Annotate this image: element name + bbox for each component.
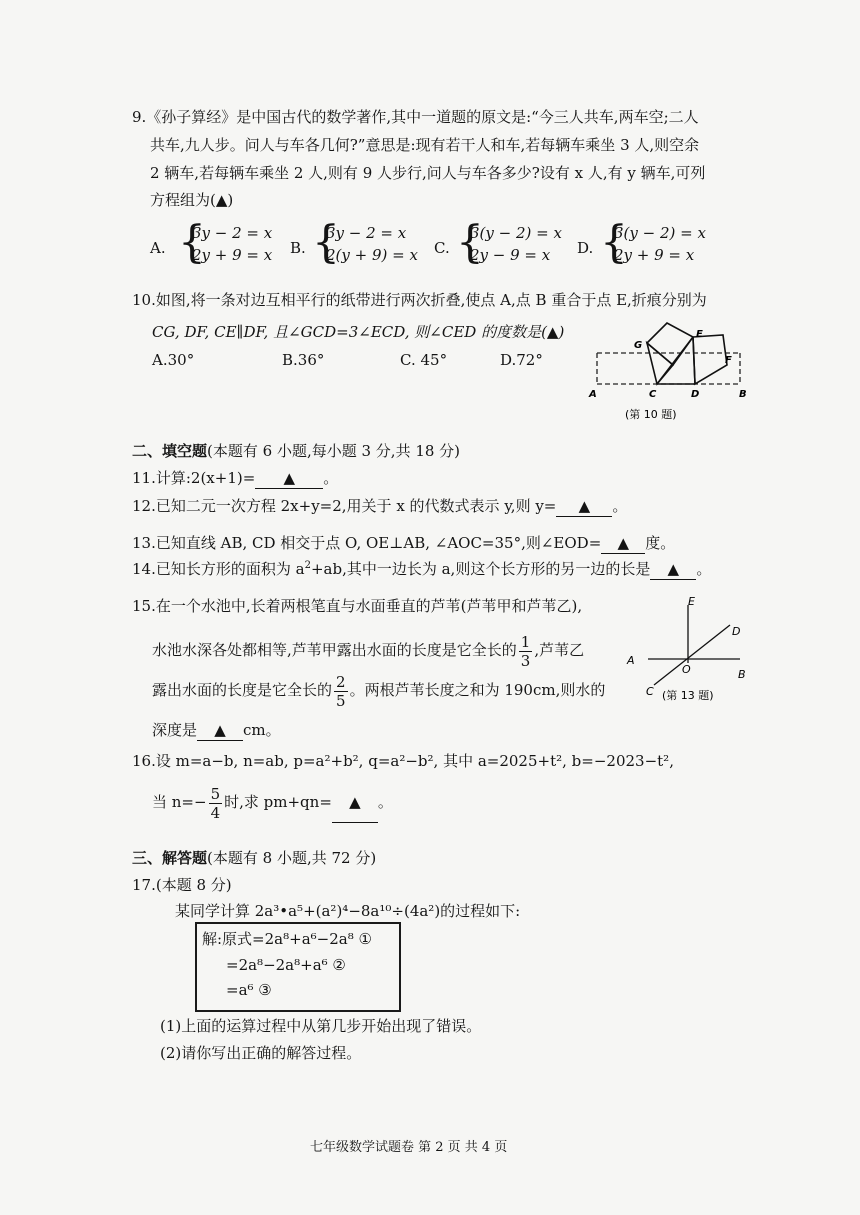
- q16-line1: 16.设 m=a−b, n=ab, p=a²+b², q=a²−b², 其中 a=2025+t², b=−2023−t²,: [132, 752, 674, 770]
- q13-prefix: 13.已知直线 AB, CD 相交于点 O, OE⊥AB, ∠AOC=35°,则∠EOD=: [132, 534, 602, 552]
- q13-figure-label-o: O: [682, 663, 691, 676]
- q15-line3b: 。两根芦苇长度之和为 190cm,则水的: [349, 681, 606, 699]
- q9-option-d-eq1: 3(y − 2) = x: [614, 224, 706, 242]
- q11-prefix: 11.计算:2(x+1)=: [132, 469, 256, 487]
- q15-fraction-2: [334, 673, 348, 710]
- q16-line2c: 。: [377, 793, 393, 811]
- q14-blank: ▲: [650, 559, 696, 580]
- q11: [132, 468, 338, 489]
- q16-blank: ▲: [332, 782, 378, 823]
- q12-prefix: 12.已知二元一次方程 2x+y=2,用关于 x 的代数式表示 y,则 y=: [132, 497, 557, 515]
- q10-figure-caption: (第 10 题): [625, 408, 677, 421]
- q9-option-c-eq2: 2y − 9 = x: [470, 246, 551, 264]
- q9-option-c-eq1: 3(y − 2) = x: [470, 224, 562, 242]
- q16-line2a: 当 n=−: [152, 793, 207, 811]
- q10-figure-label-e: E: [696, 329, 703, 340]
- q9-line3: 2 辆车,若每辆车乘坐 2 人,则有 9 人步行,问人与车各多少?设有 x 人,有 y 辆车,可列: [150, 164, 706, 182]
- q13-figure-caption: (第 13 题): [662, 689, 714, 702]
- q9-option-b-label: B.: [290, 239, 306, 257]
- q13-figure-label-b: B: [738, 668, 746, 681]
- q9-line1: 9.《孙子算经》是中国古代的数学著作,其中一道题的原文是:“今三人共车,两车空;二人: [132, 108, 699, 126]
- q14-prefix: 14.已知长方形的面积为 a: [132, 560, 305, 578]
- q15-line4: [152, 720, 281, 741]
- section2-heading: 二、填空题: [132, 442, 208, 460]
- q15-blank: ▲: [197, 720, 243, 741]
- q11-suffix: 。: [323, 469, 339, 487]
- q10-figure: [585, 315, 755, 425]
- q13-figure-label-e: E: [688, 595, 695, 608]
- q13-figure-label-a: A: [627, 654, 635, 667]
- q10-figure-label-b: B: [739, 389, 747, 400]
- q17-solution-step3: =a⁶ ③: [226, 981, 272, 999]
- q13-blank: ▲: [601, 533, 645, 554]
- q17-solution-step2: =2a⁸−2a⁸+a⁶ ②: [226, 956, 346, 974]
- section2-title: [132, 441, 460, 461]
- q16-line2: [152, 782, 393, 823]
- q9-option-b-eq2: 2(y + 9) = x: [326, 246, 418, 264]
- q9-option-c-label: C.: [434, 239, 450, 257]
- q15-line4b: cm。: [243, 721, 281, 739]
- q10-figure-label-d: D: [691, 389, 700, 400]
- q15-fraction-1: [519, 633, 533, 670]
- q15-frac2-den: 5: [336, 691, 346, 710]
- q15-line1: 15.在一个水池中,长着两根笔直与水面垂直的芦苇(芦苇甲和芦苇乙),: [132, 597, 583, 615]
- section3-note: (本题有 8 小题,共 72 分): [207, 849, 377, 867]
- q15-line2b: ,芦苇乙: [534, 641, 585, 659]
- q17-sub2: (2)请你写出正确的解答过程。: [160, 1044, 362, 1062]
- q10-option-c: C. 45°: [400, 351, 448, 369]
- q13-figure-label-d: D: [732, 625, 741, 638]
- q13-suffix: 度。: [645, 534, 676, 552]
- q15-line2a: 水池水深各处都相等,芦苇甲露出水面的长度是它全长的: [152, 641, 517, 659]
- q13: [132, 533, 675, 554]
- q16-frac-num: 5: [210, 784, 221, 803]
- q10-figure-label-g: G: [634, 340, 643, 351]
- q14-mid: +ab,其中一边长为 a,则这个长方形的另一边的长是: [310, 560, 651, 578]
- section2-note: (本题有 6 小题,每小题 3 分,共 18 分): [207, 442, 461, 460]
- q14: 14.已知长方形的面积为 $a^2+ab$,其中一边长为 a,则这个长方形的另一边的长是 ▲ 。: [132, 560, 712, 578]
- q15-line4a: 深度是: [152, 721, 198, 739]
- q15-line2: [152, 630, 584, 670]
- q12-blank: ▲: [556, 496, 612, 517]
- q13-figure: [618, 593, 758, 711]
- q12: [132, 496, 627, 517]
- q15-line3: [152, 670, 605, 710]
- q9-line4: 方程组为(▲): [150, 191, 234, 209]
- q9-option-a-label: A.: [150, 239, 166, 257]
- q10-line1: 10.如图,将一条对边互相平行的纸带进行两次折叠,使点 A,点 B 重合于点 E,折痕分别为: [132, 291, 707, 309]
- q10-line2: CG, DF, CE∥DF, 且∠GCD=3∠ECD, 则∠CED 的度数是(▲): [152, 323, 565, 341]
- q17-header: 17.(本题 8 分): [132, 876, 232, 894]
- q9-option-d-label: D.: [577, 239, 594, 257]
- q9-option-a-eq1: 3y − 2 = x: [192, 224, 273, 242]
- q15-frac1-den: 3: [520, 651, 531, 670]
- q15-line3a: 露出水面的长度是它全长的: [152, 681, 333, 699]
- q9-option-a-eq2: 2y + 9 = x: [192, 246, 273, 264]
- q15-frac2-num: 2: [336, 672, 346, 691]
- q9-option-d-eq2: 2y + 9 = x: [614, 246, 695, 264]
- q15-frac1-num: 1: [520, 632, 531, 651]
- q17-intro: 某同学计算 2a³•a⁵+(a²)⁴−8a¹⁰÷(4a²)的过程如下:: [175, 902, 521, 920]
- q12-suffix: 。: [612, 497, 628, 515]
- page-footer: 七年级数学试题卷 第 2 页 共 4 页: [310, 1140, 508, 1155]
- section3-heading: 三、解答题: [132, 849, 208, 867]
- q13-figure-label-c: C: [646, 685, 654, 698]
- q16-fraction: [209, 785, 223, 822]
- q9-line2: 共车,九人步。问人与车各几何?”意思是:现有若干人和车,若每辆车乘坐 3 人,则空余: [150, 136, 700, 154]
- q11-blank: ▲: [255, 468, 323, 489]
- q17-sub1: (1)上面的运算过程中从第几步开始出现了错误。: [160, 1017, 482, 1035]
- q16-line2b: 时,求 pm+qn=: [224, 793, 332, 811]
- q10-figure-label-f: F: [725, 355, 732, 366]
- exam-page: 9.《孙子算经》是中国古代的数学著作,其中一道题的原文是:“今三人共车,两车空;二人 共车,九人步。问人与车各几何?”意思是:现有若干人和车,若每辆车乘坐 3 人,则空余 2 辆车,若每辆车乘坐 2 人,则有 9 人步行,问人与车各多少?设有 x 人,有 y 辆车,可列 方程组为(▲) A. { 3y − 2 = x 2y + 9 = x B. { 3y − 2 = x 2(y + 9) = x C. { 3(y − 2) = x 2y − 9 = x D. { 3(y − 2) = x 2y + 9 = x 10.如图,将一条对边互相平行的纸带进行两次折叠,使点 A,点 B 重合于点 E,折痕分别为 CG, DF, CE∥DF, 且∠GCD=3∠ECD, 则∠CED 的度数是(▲) A.30° B.36° C. 45° D.72° G E F A C D B (第 10 题) 二、填空题(本题有 6 小题,每小题 3 分,共 18 分) 11.计算:2(x+1)= ▲ 。 12.已知二元一次方程 2x+y=2,用关于 x 的代数式表示 y,则 y= ▲ 。 13.已知直线 AB, CD 相交于点 O, OE⊥AB, ∠AOC=35°,则∠EOD= ▲ 度。 14.已知长方形的面积为 $a^2+ab$,其中一边长为 a,则这个长方形的另一边的长是 ▲ 。 15.在一个水池中,长着两根笔直与水面垂直的芦苇(芦苇甲和芦苇乙), 水池水深各处都相等,芦苇甲露出水面的长度是它全长的 $\frac{1}{3}$ ,芦苇乙 露出水面的长度是它全长的 $\frac{2}{5}$ 。两根芦苇长度之和为 190cm,则水的 深度是 ▲ cm。 E D A O B C (第 13 题) 16.设 m=a−b, n=ab, p=a²+b², q=a²−b², 其中 a=2025+t², b=−2023−t², 当 n=− $\frac{5}{4}$ 时,求 pm+qn= ▲ 。 三、解答题(本题有 8 小题,共 72 分) 17.(本题 8 分) 某同学计算 2a³•a⁵+(a²)⁴−8a¹⁰÷(4a²)的过程如下: 解:原式=2a⁸+a⁶−2a⁸ ① =2a⁸−2a⁸+a⁶ ② =a⁶ ③ (1)上面的运算过程中从第几步开始出现了错误。 (2)请你写出正确的解答过程。 七年级数学试题卷 第 2 页 共 4 页: [0, 0, 860, 1215]
- q16-frac-den: 4: [210, 803, 221, 822]
- section3-title: [132, 848, 376, 868]
- q10-figure-label-a: A: [589, 389, 597, 400]
- q17-solution-step1: 解:原式=2a⁸+a⁶−2a⁸ ①: [202, 930, 372, 948]
- q10-option-a: A.30°: [152, 351, 195, 369]
- q9-option-b-eq1: 3y − 2 = x: [326, 224, 407, 242]
- q10-option-d: D.72°: [500, 351, 543, 369]
- q10-option-b: B.36°: [282, 351, 325, 369]
- q10-figure-label-c: C: [649, 389, 657, 400]
- q14-suffix: 。: [696, 560, 712, 578]
